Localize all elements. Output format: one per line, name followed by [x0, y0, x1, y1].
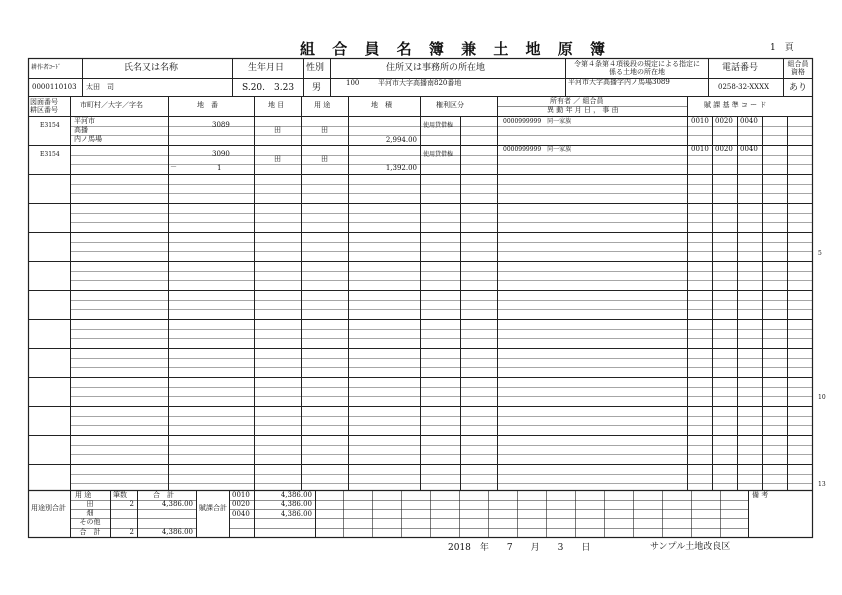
col-lot-no: 地 番: [197, 101, 218, 109]
summary-count: 2: [129, 500, 134, 508]
member-address: 平河市大字高播南820番地: [378, 79, 462, 87]
levy-code: 0040: [232, 510, 250, 518]
parcel-owner: 0000999999 同一家族: [503, 146, 572, 153]
parcel-code-3: 0040: [740, 117, 758, 125]
parcel-lot-no: 3090: [212, 150, 230, 158]
col-land-category: 地 目: [268, 101, 285, 109]
col-codes: 賦 課 基 準 コ ー ド: [704, 101, 767, 109]
parcel-lot-no: 3089: [212, 121, 230, 129]
name-label: 氏名又は名称: [124, 63, 179, 73]
parcel-lot-sub: 1: [217, 164, 222, 172]
parcel-lot-dash: －: [170, 163, 177, 171]
summary-count: 2: [129, 528, 134, 536]
member-phone: 0258-32-XXXX: [718, 83, 770, 91]
levy-summary-label: 賦課合計: [199, 504, 227, 512]
parcel-usage: 田: [321, 126, 328, 134]
summary-total-header: 合 計: [153, 491, 174, 499]
col-rights: 権利区分: [436, 101, 464, 109]
summary-total: 4,386.00: [161, 500, 193, 508]
col-map-no: 図面番号 耕区番号: [30, 98, 58, 114]
col-change: 異 動 年 月 日 ， 事 由: [547, 106, 619, 114]
parcel-code-2: 0020: [715, 117, 733, 125]
parcel-map-no: E3154: [40, 122, 60, 129]
parcel-land-category: 田: [274, 126, 281, 134]
issue-date: 2018 年 7 月 3 日: [448, 543, 591, 553]
phone-label: 電話番号: [722, 63, 759, 73]
birth-label: 生年月日: [248, 63, 285, 73]
summary-usage-header: 用 途: [75, 491, 92, 499]
page-number: 1 頁: [770, 43, 794, 53]
parcel-area: 2,994.00: [385, 136, 417, 144]
col-area: 地 積: [371, 101, 392, 109]
summary-total: 4,386.00: [161, 528, 193, 536]
address-label: 住所又は事務所の所在地: [386, 63, 486, 73]
col-usage: 用 途: [314, 101, 331, 109]
summary-usage: その他: [79, 518, 101, 526]
margin-mark: 10: [818, 394, 826, 401]
summary-usage: 合 計: [79, 528, 101, 536]
parcel-city: 平河市: [74, 117, 95, 125]
summary-count-header: 筆数: [113, 491, 127, 499]
parcel-oaza: 高播: [74, 126, 88, 134]
margin-mark: 5: [818, 250, 822, 257]
member-name: 太田 司: [86, 83, 114, 91]
parcel-aza: 内ノ馬場: [74, 135, 102, 143]
levy-code: 0010: [232, 491, 250, 499]
col-owner: 所有者 ／ 組合員: [550, 97, 604, 105]
parcel-rights: 使用貸借権: [423, 151, 454, 158]
designation-label: 令第４条第４項後段の規定による指定に係る土地の所在地: [574, 60, 700, 76]
summary-usage: 畑: [86, 509, 94, 517]
code-label: 耕作者ｺｰﾄﾞ: [31, 64, 62, 71]
margin-mark: 13: [818, 481, 826, 488]
levy-amount: 4,386.00: [280, 500, 312, 508]
designated-location: 平河市大字高播字内ノ馬場3089: [568, 78, 670, 86]
parcel-area: 1,392.00: [385, 164, 417, 172]
sex-label: 性別: [306, 63, 325, 73]
parcel-code-3: 0040: [740, 145, 758, 153]
summary-usage: 田: [86, 500, 94, 508]
parcel-rights: 使用貸借権: [423, 122, 454, 129]
member-sex: 男: [312, 83, 322, 93]
parcel-code-1: 0010: [691, 117, 709, 125]
member-status: あり: [789, 83, 808, 93]
col-municipality: 市町村／大字／字名: [80, 101, 143, 109]
parcel-code-1: 0010: [691, 145, 709, 153]
page-title: 組 合 員 名 簿 兼 土 地 原 簿: [300, 40, 612, 58]
parcel-code-2: 0020: [715, 145, 733, 153]
levy-amount: 4,386.00: [280, 491, 312, 499]
member-birth: S.20. 3.23: [242, 83, 295, 93]
parcel-map-no: E3154: [40, 151, 60, 158]
parcel-owner: 0000999999 同一家族: [503, 118, 572, 125]
usage-summary-label: 用途別合計: [31, 504, 66, 512]
levy-code: 0020: [232, 500, 250, 508]
member-postal: 100: [346, 79, 360, 87]
levy-amount: 4,386.00: [280, 510, 312, 518]
member-code: 0000110103: [32, 83, 77, 91]
remarks-label: 備 考: [752, 491, 769, 499]
member-status-label: 組合員資格: [787, 60, 809, 76]
parcel-usage: 田: [321, 155, 328, 163]
parcel-land-category: 田: [274, 155, 281, 163]
organization-name: サンプル土地改良区: [650, 542, 731, 552]
